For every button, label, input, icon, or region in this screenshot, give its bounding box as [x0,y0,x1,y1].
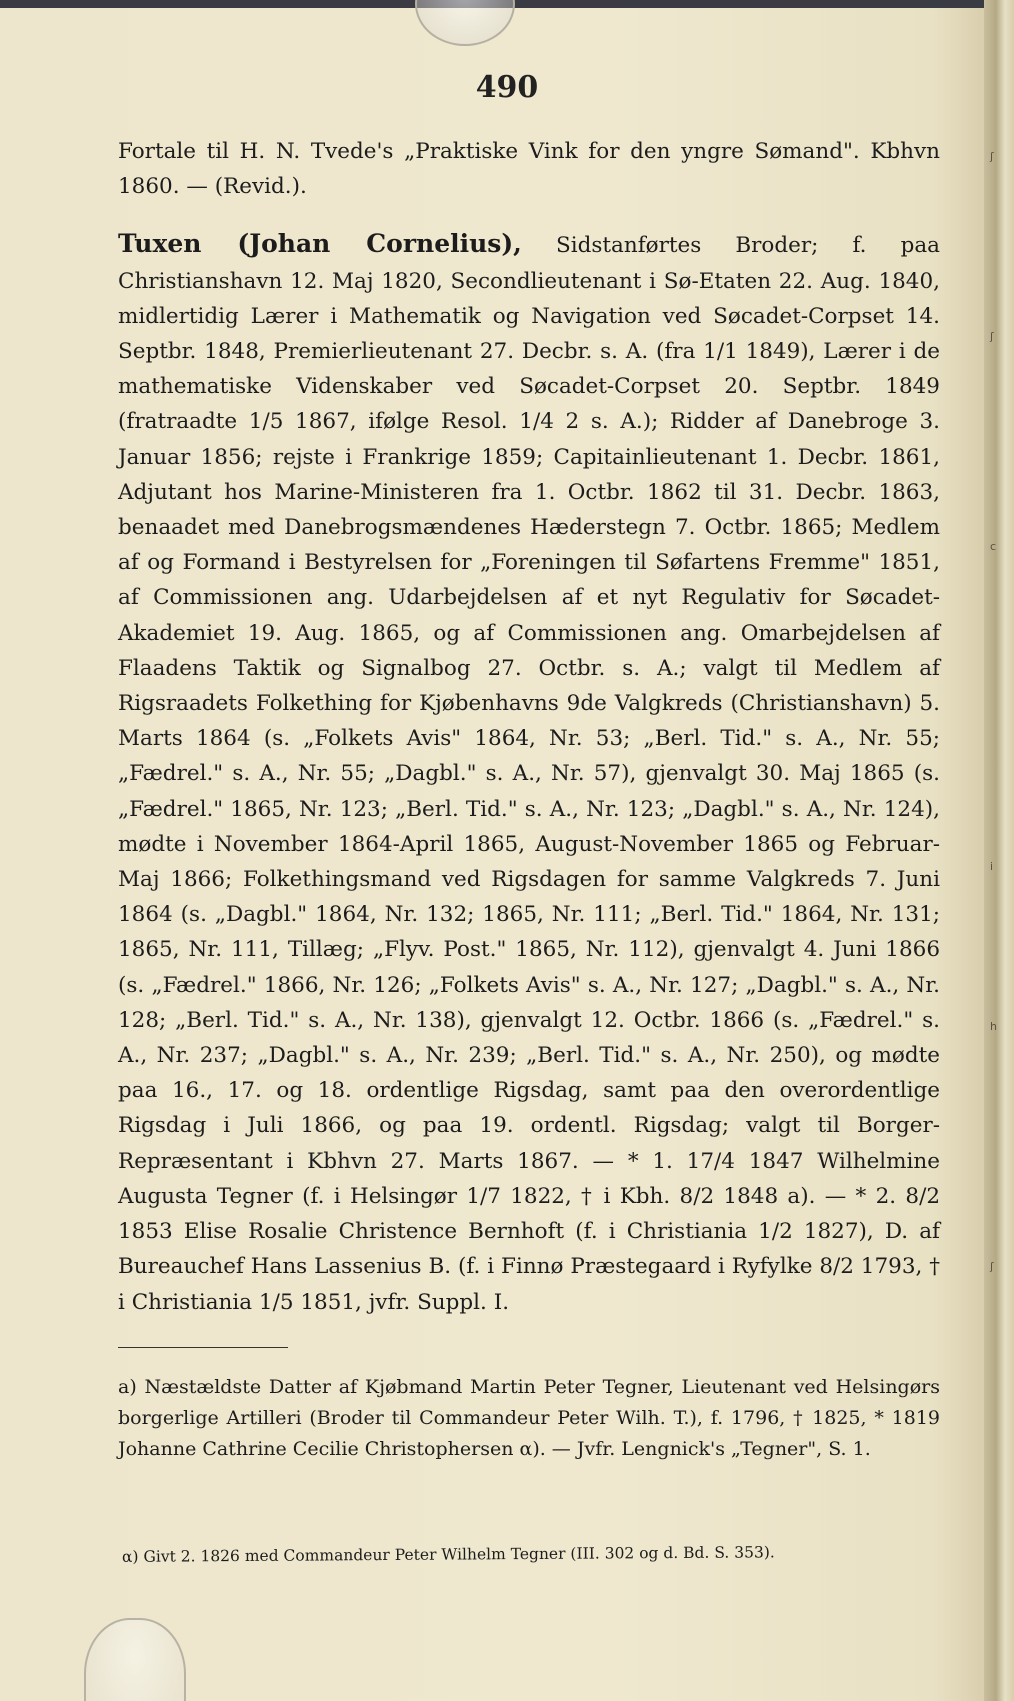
entry-name: Tuxen (Johan Cornelius), [118,229,522,259]
biography-entry [118,226,940,1319]
page-clip-bottom [84,1618,186,1701]
footnote-alpha: α) Givt 2. 1826 med Commandeur Peter Wilhelm Tegner (III. 302 og d. Bd. S. 353). [121,1543,775,1566]
entry-body: Sidstanførtes Broder; f. paa Christianshavn 12. Maj 1820, Secondlieutenant i Sø-Etaten 22. Aug. 1840, midlertidig Lærer i Mathematik og Navigation ved Søcadet-Corpset 14. Septbr. 1848, Premierlieutenant 27. Decbr. s. A. (fra 1/1 1849), Lærer i de mathematiske Videnskaber ved Søcadet-Corpset 20. Septbr. 1849 (fratraadte 1/5 1867, ifølge Resol. 1/4 2 s. A.); Ridder af Danebroge 3. Januar 1856; rejste i Frankrige 1859; Capitainlieutenant 1. Decbr. 1861, Adjutant hos Marine-Ministeren fra 1. Octbr. 1862 til 31. Decbr. 1863, benaadet med Danebrogsmændenes Hæderstegn 7. Octbr. 1865; Medlem af og Formand i Bestyrelsen for „Foreningen til Søfartens Fremme" 1851, af Commissionen ang. Udarbejdelsen af et nyt Regulativ for Søcadet-Akademiet 19. Aug. 1865, og af Commissionen ang. Omarbejdelsen af Flaadens Taktik og Signalbog 27. Octbr. s. A.; valgt til Medlem af Rigsraadets Folkething for Kjøbenhavns 9de Valgkreds (Christianshavn) 5. Marts 1864 (s. „Folkets Avis" 1864, Nr. 53; „Berl. Tid." s. A., Nr. 55; „Fædrel." s. A., Nr. 55; „Dagbl." s. A., Nr. 57), gjenvalgt 30. Maj 1865 (s. „Fædrel." 1865, Nr. 123; „Berl. Tid." s. A., Nr. 123; „Dagbl." s. A., Nr. 124), mødte i November 1864-April 1865, August-November 1865 og Februar-Maj 1866; Folkethingsmand ved Rigsdagen for samme Valgkreds 7. Juni 1864 (s. „Dagbl." 1864, Nr. 132; 1865, Nr. 111; „Berl. Tid." 1864, Nr. 131; 1865, Nr. 111, Tillæg; „Flyv. Post." 1865, Nr. 112), gjenvalgt 4. Juni 1866 (s. „Fædrel." 1866, Nr. 126; „Folkets Avis" s. A., Nr. 127; „Dagbl." s. A., Nr. 128; „Berl. Tid." s. A., Nr. 138), gjenvalgt 12. Octbr. 1866 (s. „Fædrel." s. A., Nr. 237; „Dagbl." s. A., Nr. 239; „Berl. Tid." s. A., Nr. 250), og mødte paa 16., 17. og 18. ordentlige Rigsdag, samt paa den overordentlige Rigsdag i Juli 1866, og paa 19. ordentl. Rigsdag; valgt til Borger-Repræsentant i Kbhvn 27. Marts 1867. — * 1. 17/4 1847 Wilhelmine Augusta Tegner (f. i Helsingør 1/7 1822, † i Kbh. 8/2 1848 a). — * 2. 8/2 1853 Elise Rosalie Christence Bernhoft (f. i Christiania 1/2 1827), D. af Bureauchef Hans Lassenius B. (f. i Finnø Præstegaard i Ryfylke 8/2 1793, † i Christiania 1/5 1851, jvfr. Suppl. I. [118,233,940,1315]
footnote-separator [118,1347,288,1348]
intro-paragraph: Fortale til H. N. Tvede's „Praktiske Vink for den yngre Sømand". Kbhvn 1860. — (Revid.). [118,139,940,200]
footnote-a: a) Næstældste Datter af Kjøbmand Martin Peter Tegner, Lieutenant ved Helsingørs borgerlige Artilleri (Broder til Commandeur Peter Wilh. T.), f. 1796, † 1825, * 1819 Johanne Cathrine Cecilie Christophersen α). — Jvfr. Lengnick's „Tegner", S. 1. [118,1376,940,1460]
page-clip-top [415,0,515,46]
main-text [118,134,940,1320]
page-number: 490 [475,70,539,105]
adjacent-page-margin-marks: ʃ ʃ c i h ʃ [990,150,997,1273]
